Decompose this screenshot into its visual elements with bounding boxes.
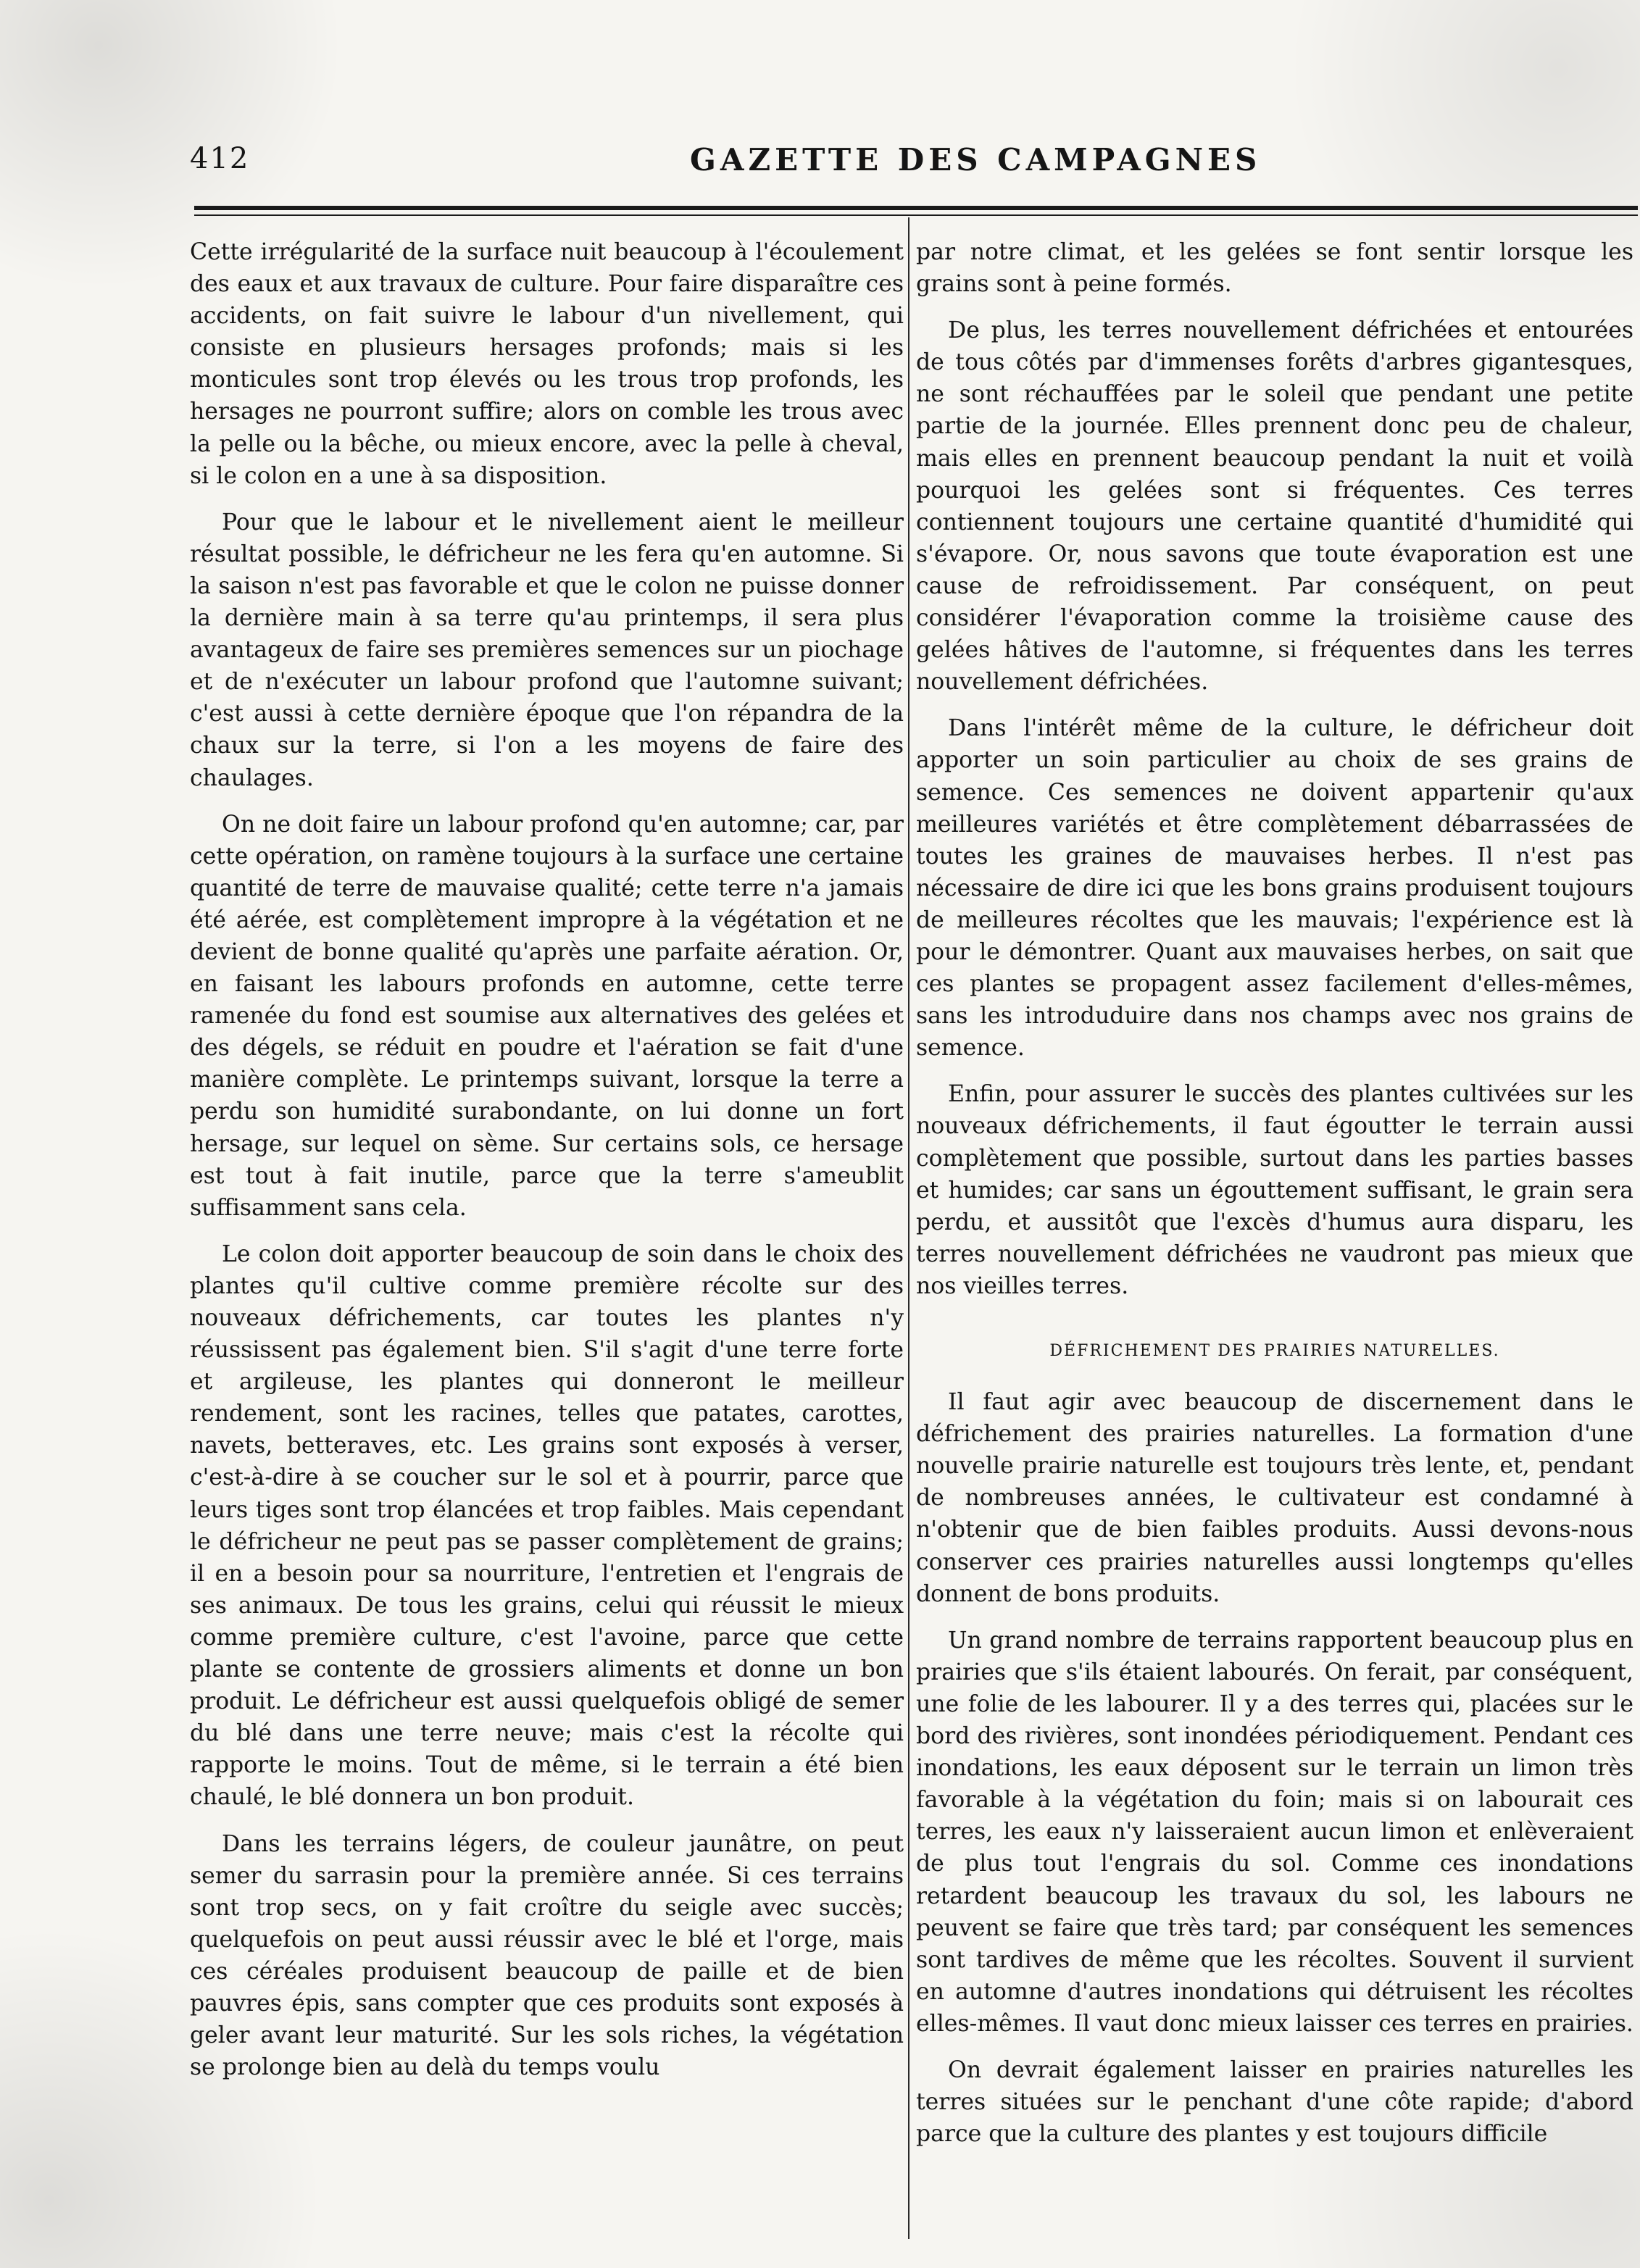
page-header — [190, 135, 1632, 193]
paragraph: Dans l'intérêt même de la culture, le défricheur doit apporter un soin particulier au choix de ses grains de semence. Ces semences ne doivent appartenir qu'aux meilleures variétés et être complètement débarrassées de toutes les graines de mauvaises herbes. Il n'est pas nécessaire de dire ici que les bons grains produisent toujours de meilleures récoltes que les mauvais; l'expérience est là pour le démontrer. Quant aux mauvaises herbes, on sait que ces plantes se propagent assez facilement d'elles-mêmes, sans les introduduire dans nos champs avec nos grains de semence. — [916, 715, 1633, 1062]
right-column — [916, 236, 1633, 2164]
paragraph: Cette irrégularité de la surface nuit beaucoup à l'écoulement des eaux et aux travaux de culture. Pour faire disparaître ces accidents, on fait suivre le labour d'un nivellement, qui consiste en plusieurs hersages profonds; mais si les monticules sont trop élevés ou les trous trop profonds, les hersages ne pourront suffire; alors on comble les trous avec la pelle ou la bêche, ou mieux encore, avec la pelle à cheval, si le colon en a une à sa disposition. — [190, 239, 904, 489]
header-rule-thin — [194, 214, 1638, 216]
paragraph: On ne doit faire un labour profond qu'en automne; car, par cette opération, on ramène toujours à la surface une certaine quantité de terre de mauvaise qualité; cette terre n'a jamais été aérée, est complètement impropre à la végétation et ne devient de bonne qualité qu'après une parfaite aération. Or, en faisant les labours profonds en automne, cette terre ramenée du fond est soumise aux alternatives des gelées et des dégels, se réduit en poudre et l'aération se fait d'une manière complète. Le printemps suivant, lorsque la terre a perdu son humidité surabondante, on lui donne un fort hersage, sur lequel on sème. Sur certains sols, ce hersage est tout à fait inutile, parce que la terre s'ameublit suffisamment sans cela. — [190, 811, 904, 1221]
paragraph: Un grand nombre de terrains rapportent beaucoup plus en prairies que s'ils étaient labourés. On ferait, par conséquent, une folie de les labourer. Il y a des terres qui, placées sur le bord des rivières, sont inondées périodiquement. Pendant ces inondations, les eaux déposent sur le terrain un limon très favorable à la végétation du foin; mais si on labourait ces terres, les eaux n'y laisseraient aucun limon et enlèveraient de plus tout l'engrais du sol. Comme ces inondations retardent beaucoup les travaux du sol, les labours ne peuvent se faire que très tard; par conséquent les semences sont tardives de même que les récoltes. Souvent il survient en automne d'autres inondations qui détruisent les récoltes elles-mêmes. Il vaut donc mieux laisser ces terres en prairies. — [916, 1627, 1633, 2037]
paragraph: Dans les terrains légers, de couleur jaunâtre, on peut semer du sarrasin pour la première année. Si ces terrains sont trop secs, on y fait croître du seigle avec succès; quelquefois on peut aussi réussir avec le blé et l'orge, mais ces céréales produisent beaucoup de paille et de bien pauvres épis, sans compter que ces produits sont exposés à geler avant leur maturité. Sur les sols riches, la végétation se prolonge bien au delà du temps voulu — [190, 1830, 904, 2081]
column-divider — [908, 217, 910, 2239]
left-column — [190, 236, 904, 2098]
paragraph: Pour que le labour et le nivellement aient le meilleur résultat possible, le défricheur ne les fera qu'en automne. Si la saison n'est pas favorable et que le colon ne puisse donner la dernière main à sa terre qu'au printemps, il sera plus avantageux de faire ses premières semences sur un piochage et de n'exécuter un labour profond que l'automne suivant; c'est aussi à cette dernière époque que l'on répandra de la chaux sur la terre, si l'on a les moyens de faire des chaulages. — [190, 509, 904, 791]
paragraph: De plus, les terres nouvellement défrichées et entourées de tous côtés par d'immenses forêts d'arbres gigantesques, ne sont réchauffées par le soleil que pendant une petite partie de la journée. Elles prennent donc peu de chaleur, mais elles en prennent beaucoup pendant la nuit et voilà pourquoi les gelées sont si fréquentes. Ces terres contiennent toujours une certaine quantité d'humidité qui s'évapore. Or, nous savons que toute évaporation est une cause de refroidissement. Par conséquent, on peut considérer l'évaporation comme la troisième cause des gelées hâtives de l'automne, si fréquentes dans les terres nouvellement défrichées. — [916, 317, 1633, 696]
paragraph: On devrait également laisser en prairies naturelles les terres situées sur le penchant d'une côte rapide; d'abord parce que la culture des plantes y est toujours difficile — [916, 2056, 1633, 2148]
running-title: GAZETTE DES CAMPAGNES — [690, 142, 1262, 178]
section-heading: DÉFRICHEMENT DES PRAIRIES NATURELLES. — [1049, 1342, 1500, 1360]
page-number: 412 — [190, 142, 250, 175]
paragraph: Le colon doit apporter beaucoup de soin dans le choix des plantes qu'il cultive comme première récolte sur des nouveaux défrichements, car toutes les plantes n'y réussissent pas également bien. S'il s'agit d'une terre forte et argileuse, les plantes qui donneront le meilleur rendement, sont les racines, telles que patates, carottes, navets, betteraves, etc. Les grains sont exposés à verser, c'est-à-dire à se coucher sur le sol et à pourrir, parce que leurs tiges sont trop élancées et trop faibles. Mais cependant le défricheur ne peut pas se passer complètement de grains; il en a besoin pour sa nourriture, l'entretien et l'engrais de ses animaux. De tous les grains, celui qui réussit le mieux comme première culture, c'est l'avoine, parce que cette plante se contente de grossiers aliments et donne un bon produit. Le défricheur est aussi quelquefois obligé de semer du blé dans une terre neuve; mais c'est la récolte qui rapporte le moins. Tout de même, si le terrain a été bien chaulé, le blé donnera un bon produit. — [190, 1241, 904, 1811]
paragraph: Enfin, pour assurer le succès des plantes cultivées sur les nouveaux défrichements, il faut égoutter le terrain aussi complètement que possible, surtout dans les parties basses et humides; car sans un égouttement suffisant, le grain sera perdu, et aussitôt que l'excès d'humus aura disparu, les terres nouvellement défrichées ne vaudront pas mieux que nos vieilles terres. — [916, 1081, 1633, 1299]
header-rule-thick — [194, 206, 1638, 210]
paragraph: par notre climat, et les gelées se font sentir lorsque les grains sont à peine formés. — [916, 239, 1633, 298]
paragraph: Il faut agir avec beaucoup de discernement dans le défrichement des prairies naturelles. La formation d'une nouvelle prairie naturelle est toujours très lente, et, pendant de nombreuses années, le cultivateur est condamné à n'obtenir que de bien faibles produits. Aussi devons-nous conserver ces prairies naturelles aussi longtemps qu'elles donnent de bons produits. — [916, 1389, 1633, 1607]
